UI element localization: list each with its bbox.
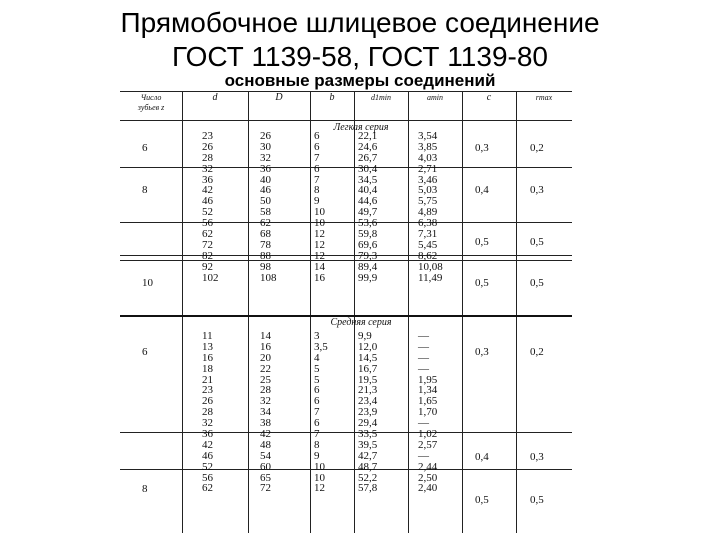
table-cell: 7 — [314, 428, 320, 441]
light-series-label: Легкая серия — [333, 122, 389, 133]
light-D-column — [260, 131, 277, 283]
light-c-value: 0,5 — [475, 236, 489, 248]
table-cell: 16 — [314, 271, 325, 284]
column-rule — [248, 91, 249, 533]
light-c-value: 0,3 — [475, 142, 489, 154]
header-z — [120, 93, 182, 113]
slide-subtitle: основные размеры соединений — [224, 71, 496, 90]
medium-a-column — [418, 331, 437, 494]
table-cell: 102 — [202, 271, 219, 284]
table-cell: 1,34 — [418, 384, 438, 397]
table-cell: 26 — [202, 140, 213, 153]
table-cell: 8,62 — [418, 249, 438, 262]
medium-c-value: 0,4 — [475, 451, 489, 463]
table-cell: 11,49 — [418, 271, 443, 284]
table-cell: 56 — [202, 471, 213, 484]
column-rule — [462, 91, 463, 533]
table-cell: 6 — [314, 130, 320, 142]
medium-r-value: 0,3 — [530, 451, 544, 463]
table-cell: 40,4 — [358, 184, 378, 197]
header-a: amin — [427, 93, 443, 102]
table-cell: 6 — [314, 384, 320, 397]
table-cell: 5 — [314, 373, 320, 386]
table-cell: 33,5 — [358, 428, 378, 441]
table-cell: 108 — [260, 271, 277, 284]
header-c: c — [486, 92, 492, 103]
table-cell: 16 — [202, 351, 213, 364]
table-cell: 78 — [260, 238, 271, 251]
row-rule — [120, 260, 572, 261]
table-cell: 26,7 — [358, 151, 378, 164]
table-cell: 12 — [314, 228, 325, 241]
table-cell: 32 — [202, 417, 213, 430]
medium-z-8: 8 — [142, 483, 148, 495]
table-cell: 57,8 — [358, 482, 378, 495]
table-cell: 6 — [314, 417, 320, 430]
table-cell: 7,31 — [418, 228, 438, 241]
table-cell: 54 — [260, 449, 271, 462]
row-rule — [120, 120, 572, 121]
table-cell: 7 — [314, 173, 320, 186]
table-cell: 46 — [202, 449, 213, 462]
medium-D-column — [260, 331, 271, 494]
header-d: d — [212, 92, 218, 103]
column-rule — [182, 91, 183, 533]
table-cell: 10 — [314, 471, 325, 484]
table-cell: 39,5 — [358, 438, 378, 451]
table-cell: 12 — [314, 249, 325, 262]
table-cell: 9 — [314, 195, 320, 208]
row-rule — [120, 167, 572, 168]
table-cell: 10 — [314, 217, 325, 230]
table-cell: 3,46 — [418, 173, 438, 186]
table-cell: 79,3 — [358, 249, 378, 262]
table-cell: — — [418, 417, 429, 430]
table-cell: 10,08 — [418, 260, 443, 273]
light-c-value: 0,5 — [475, 277, 489, 289]
table-cell: 25 — [260, 373, 271, 386]
table-cell: 58 — [260, 206, 271, 219]
table-cell: 20 — [260, 351, 271, 364]
table-cell: 42 — [260, 428, 271, 441]
medium-c-value: 0,3 — [475, 346, 489, 358]
slide-title — [0, 6, 720, 74]
table-cell: 6 — [314, 140, 320, 153]
table-cell: 23,9 — [358, 406, 378, 419]
table-cell: 23,4 — [358, 395, 378, 408]
dimensions-table — [120, 91, 572, 533]
table-cell: 62 — [202, 228, 213, 241]
table-cell: 38 — [260, 417, 271, 430]
table-cell: — — [418, 351, 429, 364]
table-cell: 13 — [202, 340, 213, 353]
light-z-6: 6 — [142, 142, 148, 154]
table-cell: 6 — [314, 162, 320, 175]
table-cell: 32 — [202, 162, 213, 175]
table-cell: 44,6 — [358, 195, 378, 208]
light-r-value: 0,5 — [530, 236, 544, 248]
title-line-1: Прямобочное шлицевое соединение — [120, 7, 600, 38]
table-cell: 59,8 — [358, 228, 378, 241]
table-cell: 5,03 — [418, 184, 438, 197]
light-r-value: 0,3 — [530, 184, 544, 196]
table-cell: 2,57 — [418, 438, 438, 451]
table-cell: 24,6 — [358, 140, 378, 153]
table-cell: 52,2 — [358, 471, 378, 484]
table-cell: 3,54 — [418, 130, 438, 142]
table-cell: 9 — [314, 449, 320, 462]
table-cell: 5,45 — [418, 238, 438, 251]
table-cell: 21,3 — [358, 384, 378, 397]
table-cell: 42,7 — [358, 449, 378, 462]
table-cell: 12 — [314, 482, 325, 495]
header-r: rmax — [535, 93, 553, 102]
table-cell: 29,4 — [358, 417, 378, 430]
table-cell: 42 — [202, 184, 213, 197]
table-cell: 16 — [260, 340, 271, 353]
table-cell: 46 — [202, 195, 213, 208]
table-cell: 6 — [314, 395, 320, 408]
table-cell: 6,38 — [418, 217, 438, 230]
table-cell: 14 — [314, 260, 325, 273]
table-cell: 10 — [314, 206, 325, 219]
table-cell: 14 — [260, 330, 271, 342]
table-cell: 7 — [314, 151, 320, 164]
column-rule — [354, 91, 355, 533]
table-cell: 3,5 — [314, 340, 328, 353]
table-cell: 1,65 — [418, 395, 438, 408]
medium-z-6: 6 — [142, 346, 148, 358]
light-d1-column — [358, 131, 377, 283]
medium-r-value: 0,2 — [530, 346, 544, 358]
row-rule — [120, 91, 572, 92]
light-r-value: 0,5 — [530, 277, 544, 289]
table-cell: 34,5 — [358, 173, 378, 186]
title-line-2: ГОСТ 1139-58, ГОСТ 1139-80 — [171, 41, 548, 72]
medium-r-value: 0,5 — [530, 494, 544, 506]
table-cell: 5,75 — [418, 195, 438, 208]
table-cell: 12,0 — [358, 340, 378, 353]
table-cell: 99,9 — [358, 271, 378, 284]
table-cell: 62 — [260, 217, 271, 230]
table-cell: 2,44 — [418, 460, 438, 473]
table-cell: 36 — [202, 173, 213, 186]
row-rule — [120, 222, 572, 223]
table-cell: 28 — [202, 151, 213, 164]
row-rule — [120, 432, 572, 433]
header-z-line2: зубьев z — [137, 103, 165, 112]
table-cell: 65 — [260, 471, 271, 484]
table-cell: — — [418, 449, 429, 462]
table-cell: 9,9 — [358, 330, 372, 342]
light-b-column — [314, 131, 325, 283]
table-cell: 28 — [260, 384, 271, 397]
table-cell: 48 — [260, 438, 271, 451]
table-cell: 30 — [260, 140, 271, 153]
table-cell: 92 — [202, 260, 213, 273]
table-cell: 53,6 — [358, 217, 378, 230]
row-rule — [120, 469, 572, 470]
medium-b-column — [314, 331, 328, 494]
table-cell: 56 — [202, 217, 213, 230]
table-cell: 2,71 — [418, 162, 438, 175]
table-cell: 12 — [314, 238, 325, 251]
table-cell: 52 — [202, 206, 213, 219]
table-cell: 32 — [260, 151, 271, 164]
table-cell: 3,85 — [418, 140, 438, 153]
table-cell: 30,4 — [358, 162, 378, 175]
table-cell: 16,7 — [358, 362, 378, 375]
table-cell: 72 — [260, 482, 271, 495]
table-cell: 68 — [260, 228, 271, 241]
table-cell: 2,40 — [418, 482, 438, 495]
table-cell: — — [418, 340, 429, 353]
table-cell: 4,89 — [418, 206, 438, 219]
header-D: D — [275, 92, 283, 103]
table-cell: 26 — [202, 395, 213, 408]
table-cell: 98 — [260, 260, 271, 273]
table-cell: 69,6 — [358, 238, 378, 251]
table-cell: 21 — [202, 373, 213, 386]
table-cell: 18 — [202, 362, 213, 375]
light-z-10: 10 — [142, 277, 153, 289]
medium-d-column — [202, 331, 213, 494]
light-r-value: 0,2 — [530, 142, 544, 154]
table-cell: 28 — [202, 406, 213, 419]
table-cell: 52 — [202, 460, 213, 473]
table-cell: 46 — [260, 184, 271, 197]
medium-d1-column — [358, 331, 377, 494]
table-cell: 5 — [314, 362, 320, 375]
table-cell: 32 — [260, 395, 271, 408]
table-cell: 8 — [314, 438, 320, 451]
column-rule — [516, 91, 517, 533]
table-cell: 48,7 — [358, 460, 378, 473]
table-cell: 50 — [260, 195, 271, 208]
table-cell: — — [418, 362, 429, 375]
table-cell: 72 — [202, 238, 213, 251]
table-cell: 1,70 — [418, 406, 438, 419]
table-cell: 82 — [202, 249, 213, 262]
table-cell: 36 — [260, 162, 271, 175]
table-cell: 1,95 — [418, 373, 438, 386]
table-cell: 23 — [202, 130, 213, 142]
column-rule — [310, 91, 311, 533]
table-cell: 2,50 — [418, 471, 438, 484]
medium-series-label: Средняя серия — [330, 317, 392, 328]
table-cell: 4 — [314, 351, 320, 364]
table-cell: 10 — [314, 460, 325, 473]
table-cell: 40 — [260, 173, 271, 186]
table-cell: 22,1 — [358, 130, 378, 142]
table-cell: 22 — [260, 362, 271, 375]
medium-c-value: 0,5 — [475, 494, 489, 506]
light-z-8: 8 — [142, 184, 148, 196]
table-cell: 60 — [260, 460, 271, 473]
table-cell: 4,03 — [418, 151, 438, 164]
table-cell: 42 — [202, 438, 213, 451]
table-cell: 36 — [202, 428, 213, 441]
header-z-line1: Число — [140, 93, 162, 102]
light-a-column — [418, 131, 443, 283]
table-cell: 88 — [260, 249, 271, 262]
table-cell: 23 — [202, 384, 213, 397]
table-cell: 89,4 — [358, 260, 378, 273]
header-b: b — [329, 92, 335, 103]
column-rule — [408, 91, 409, 533]
table-cell: 1,02 — [418, 428, 438, 441]
table-cell: 26 — [260, 130, 271, 142]
table-cell: 11 — [202, 330, 213, 342]
row-rule — [120, 255, 572, 256]
table-cell: — — [418, 330, 429, 342]
light-c-value: 0,4 — [475, 184, 489, 196]
table-cell: 62 — [202, 482, 213, 495]
light-d-column — [202, 131, 219, 283]
table-cell: 7 — [314, 406, 320, 419]
table-cell: 34 — [260, 406, 271, 419]
table-cell: 8 — [314, 184, 320, 197]
table-cell: 19,5 — [358, 373, 378, 386]
table-cell: 14,5 — [358, 351, 378, 364]
table-cell: 3 — [314, 330, 320, 342]
header-d1: d1min — [371, 93, 391, 102]
table-cell: 49,7 — [358, 206, 378, 219]
